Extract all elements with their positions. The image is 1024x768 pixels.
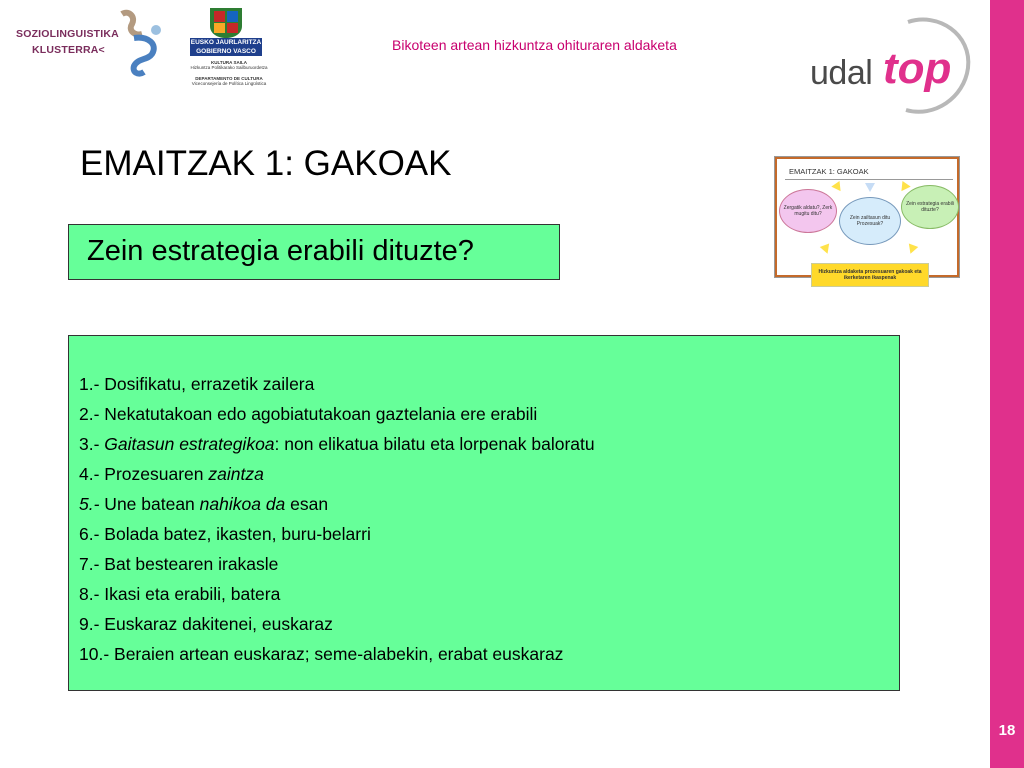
coat-of-arms-icon: [206, 6, 246, 38]
eusko-jaurlaritza-name-box: [190, 38, 262, 56]
dept-kultura-sub: Hizkuntza Politikarako Sailburuordetza: [190, 65, 268, 70]
eusko-jaurlaritza-line1: EUSKO JAURLARITZA: [190, 39, 262, 46]
udaltop-logo: [808, 14, 978, 118]
list-item: 5.- Une batean nahikoa da esan: [79, 494, 329, 514]
list-item: 10.- Beraien artean euskaraz; seme-alabekin, erabat euskaraz: [79, 644, 564, 664]
soziolinguistika-symbol-icon: [114, 8, 166, 78]
list-item: 9.- Euskaraz dakitenei, euskaraz: [79, 614, 333, 634]
thumbnail-divider: [785, 179, 953, 180]
list-item: 6.- Bolada batez, ikasten, buru-belarri: [79, 524, 371, 544]
arrow-icon: [906, 244, 918, 256]
strategies-list: [79, 369, 595, 669]
list-item: 8.- Ikasi eta erabili, batera: [79, 584, 281, 604]
thumbnail-result-box: Hizkuntza aldaketa prozesuaren gakoak eta ikerketaren ikaspenak: [811, 263, 929, 287]
diagram-thumbnail: [774, 156, 960, 281]
thumbnail-title: EMAITZAK 1: GAKOAK: [789, 167, 869, 176]
thumbnail-left-oval: Zergatik aldatu?, Zerk mugitu ditu?: [779, 189, 837, 233]
page-number: 18: [998, 722, 1016, 739]
dept-cultura-sub: Viceconsejería de Política Lingüística: [191, 81, 267, 86]
list-item: 2.- Nekatutakoan edo agobiatutakoan gaztelania ere erabili: [79, 404, 538, 424]
eusko-jaurlaritza-logo: [190, 6, 268, 98]
udaltop-logo-top: top: [883, 44, 952, 93]
soziolinguistika-logo-line1: SOZIOLINGUISTIKA: [16, 28, 119, 40]
arrow-icon: [820, 244, 832, 256]
strategies-box: [68, 335, 900, 691]
list-item: 3.- Gaitasun estrategikoa: non elikatua bilatu eta lorpenak baloratu: [79, 434, 595, 454]
dept-kultura: [190, 60, 268, 70]
soziolinguistika-logo-line2: KLUSTERRA<: [32, 44, 105, 56]
thumbnail-right-oval: Zein estrategia erabili dituzte?: [901, 185, 959, 229]
header-title: Bikoteen artean hizkuntza ohituraren aldaketa: [392, 37, 677, 53]
thumbnail-mid-oval: Zein zailtasun ditu Prozesuak?: [839, 197, 901, 245]
page-title: EMAITZAK 1: GAKOAK: [80, 144, 452, 183]
list-item: 7.- Bat bestearen irakasle: [79, 554, 279, 574]
soziolinguistika-logo: [14, 8, 164, 80]
question-text: Zein estrategia erabili dituzte?: [87, 235, 474, 267]
dept-cultura-name: DEPARTAMENTO DE CULTURA: [195, 76, 263, 81]
arrow-icon: [865, 183, 875, 192]
side-accent-bar: [990, 0, 1024, 768]
question-box: [68, 224, 560, 280]
list-item: 4.- Prozesuaren zaintza: [79, 464, 264, 484]
udaltop-logo-udal: udal: [810, 54, 873, 92]
list-item: 1.- Dosifikatu, errazetik zailera: [79, 374, 315, 394]
dept-cultura: [190, 76, 268, 86]
eusko-jaurlaritza-line2: GOBIERNO VASCO: [196, 48, 256, 55]
dept-kultura-name: KULTURA SAILA: [211, 60, 247, 65]
arrow-icon: [831, 181, 844, 194]
